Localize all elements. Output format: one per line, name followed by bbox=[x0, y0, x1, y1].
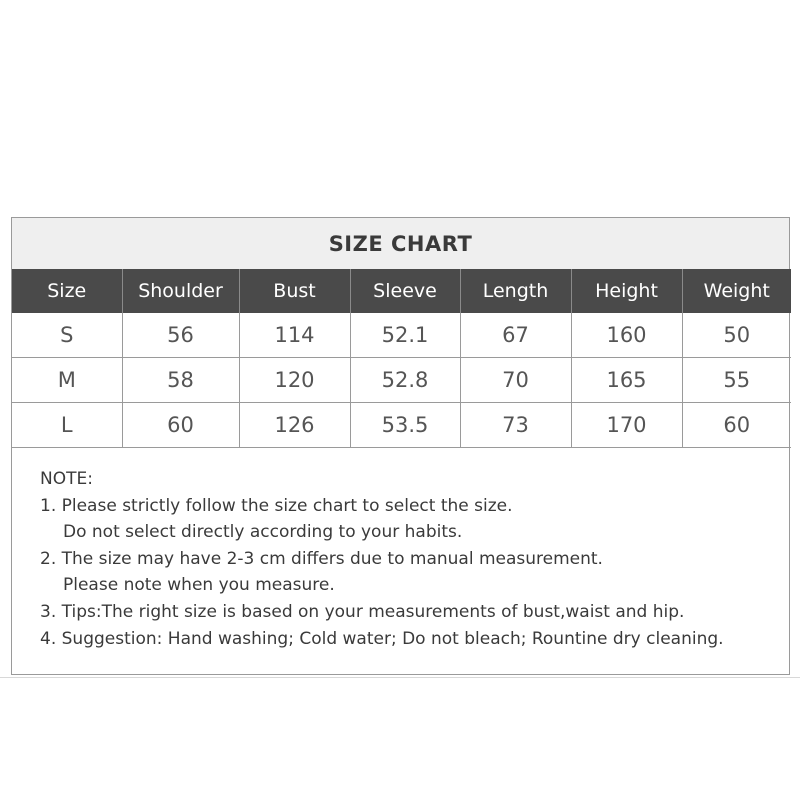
table-cell: 120 bbox=[239, 358, 350, 403]
note-line: 1. Please strictly follow the size chart to select the size. bbox=[40, 495, 513, 516]
table-cell: M bbox=[12, 358, 122, 403]
column-header-sleeve: Sleeve bbox=[350, 269, 460, 313]
table-cell: S bbox=[12, 313, 122, 358]
table-cell: 58 bbox=[122, 358, 239, 403]
table-cell: 165 bbox=[571, 358, 682, 403]
size-chart bbox=[11, 217, 790, 675]
table-cell: 70 bbox=[460, 358, 571, 403]
divider bbox=[0, 677, 800, 678]
table-cell: 60 bbox=[122, 403, 239, 448]
table-cell: 73 bbox=[460, 403, 571, 448]
table-cell: 53.5 bbox=[350, 403, 460, 448]
table-cell: 55 bbox=[682, 358, 791, 403]
table-cell: 170 bbox=[571, 403, 682, 448]
note-line: 2. The size may have 2-3 cm differs due to manual measurement. bbox=[40, 548, 603, 569]
note-line: Please note when you measure. bbox=[63, 575, 335, 596]
column-header-height: Height bbox=[571, 269, 682, 313]
table-row bbox=[12, 313, 791, 358]
note-line: Do not select directly according to your habits. bbox=[63, 522, 463, 543]
table-cell: 60 bbox=[682, 403, 791, 448]
column-header-weight: Weight bbox=[682, 269, 791, 313]
notes-heading: NOTE: bbox=[40, 469, 93, 489]
table-cell: 114 bbox=[239, 313, 350, 358]
table-cell: 50 bbox=[682, 313, 791, 358]
table-cell: 52.8 bbox=[350, 358, 460, 403]
column-header-bust: Bust bbox=[239, 269, 350, 313]
size-table bbox=[12, 269, 791, 448]
column-header-length: Length bbox=[460, 269, 571, 313]
table-cell: 160 bbox=[571, 313, 682, 358]
column-header-shoulder: Shoulder bbox=[122, 269, 239, 313]
table-row bbox=[12, 403, 791, 448]
table-cell: 56 bbox=[122, 313, 239, 358]
table-cell: 126 bbox=[239, 403, 350, 448]
size-chart-title: SIZE CHART bbox=[12, 218, 789, 269]
table-cell: 67 bbox=[460, 313, 571, 358]
table-row bbox=[12, 358, 791, 403]
note-line: 4. Suggestion: Hand washing; Cold water; Do not bleach; Rountine dry cleaning. bbox=[40, 628, 724, 649]
notes-section bbox=[12, 448, 789, 652]
note-line: 3. Tips:The right size is based on your measurements of bust,waist and hip. bbox=[40, 601, 685, 622]
table-header-row bbox=[12, 269, 791, 313]
table-cell: L bbox=[12, 403, 122, 448]
table-cell: 52.1 bbox=[350, 313, 460, 358]
column-header-size: Size bbox=[12, 269, 122, 313]
